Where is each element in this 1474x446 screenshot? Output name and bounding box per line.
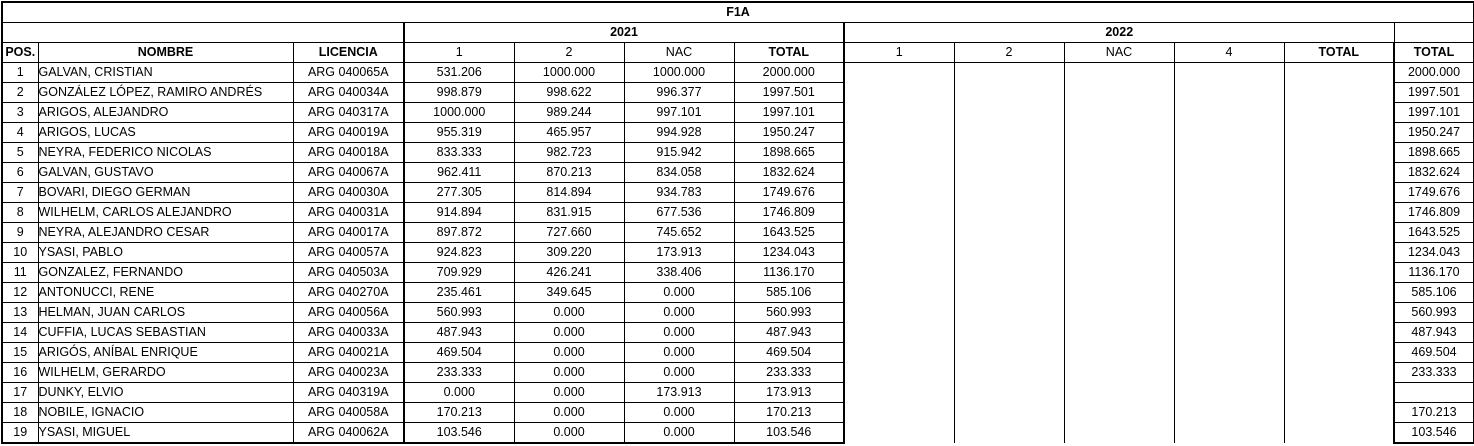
row-total: 1746.809: [1394, 203, 1474, 223]
row-2021-nac: 934.783: [624, 183, 734, 203]
row-2022-nac: [1064, 343, 1174, 363]
row-2021-1: 170.213: [404, 403, 514, 423]
col-header-2022-1: 1: [844, 43, 954, 63]
row-2021-total: 1898.665: [734, 143, 844, 163]
table-row: [2, 143, 1474, 163]
table-row: [2, 63, 1474, 83]
row-2021-1: 531.206: [404, 63, 514, 83]
row-2021-total: 1234.043: [734, 243, 844, 263]
row-pos: 1: [2, 63, 38, 83]
row-2022-4: [1174, 223, 1284, 243]
row-2022-nac: [1064, 303, 1174, 323]
row-2022-total: [1284, 343, 1394, 363]
row-2021-total: 585.106: [734, 283, 844, 303]
row-2022-2: [954, 263, 1064, 283]
row-2021-1: 1000.000: [404, 103, 514, 123]
row-licencia: ARG 040030A: [293, 183, 404, 203]
col-header-2021-2: 2: [514, 43, 624, 63]
col-header-2021-nac: NAC: [624, 43, 734, 63]
row-2021-nac: 0.000: [624, 323, 734, 343]
blank-header-cell: [2, 23, 404, 43]
row-2021-1: 469.504: [404, 343, 514, 363]
row-nombre: GONZALEZ, FERNANDO: [38, 263, 293, 283]
row-nombre: ANTONUCCI, RENE: [38, 283, 293, 303]
row-2022-total: [1284, 143, 1394, 163]
standings-table: [1, 1, 1474, 444]
row-2021-total: 1997.101: [734, 103, 844, 123]
row-total: 1234.043: [1394, 243, 1474, 263]
row-2022-1: [844, 263, 954, 283]
row-2022-1: [844, 423, 954, 444]
row-2022-1: [844, 143, 954, 163]
row-total: 585.106: [1394, 283, 1474, 303]
row-licencia: ARG 040019A: [293, 123, 404, 143]
row-nombre: ARIGOS, LUCAS: [38, 123, 293, 143]
row-2022-nac: [1064, 203, 1174, 223]
row-2022-2: [954, 363, 1064, 383]
row-2022-nac: [1064, 363, 1174, 383]
row-2021-nac: 173.913: [624, 383, 734, 403]
row-2022-2: [954, 343, 1064, 363]
row-total: 1997.101: [1394, 103, 1474, 123]
row-2022-4: [1174, 123, 1284, 143]
row-2022-1: [844, 383, 954, 403]
row-licencia: ARG 040317A: [293, 103, 404, 123]
table-row: [2, 183, 1474, 203]
row-2022-4: [1174, 423, 1284, 444]
row-nombre: DUNKY, ELVIO: [38, 383, 293, 403]
row-2022-4: [1174, 103, 1284, 123]
row-2021-2: 0.000: [514, 423, 624, 444]
row-2022-nac: [1064, 123, 1174, 143]
table-row: [2, 323, 1474, 343]
row-2022-total: [1284, 83, 1394, 103]
row-2021-2: 0.000: [514, 383, 624, 403]
row-pos: 5: [2, 143, 38, 163]
row-2021-2: 426.241: [514, 263, 624, 283]
col-header-2021-total: TOTAL: [734, 43, 844, 63]
row-2022-nac: [1064, 263, 1174, 283]
row-2021-1: 914.894: [404, 203, 514, 223]
row-2022-total: [1284, 123, 1394, 143]
row-2022-1: [844, 363, 954, 383]
row-2021-total: 173.913: [734, 383, 844, 403]
row-2022-2: [954, 183, 1064, 203]
row-2022-4: [1174, 383, 1284, 403]
table-row: [2, 103, 1474, 123]
row-2021-nac: 0.000: [624, 283, 734, 303]
row-2021-1: 955.319: [404, 123, 514, 143]
row-nombre: ARIGÓS, ANÍBAL ENRIQUE: [38, 343, 293, 363]
row-2021-1: 277.305: [404, 183, 514, 203]
row-2021-2: 831.915: [514, 203, 624, 223]
row-2021-total: 469.504: [734, 343, 844, 363]
row-pos: 8: [2, 203, 38, 223]
row-2022-1: [844, 403, 954, 423]
row-licencia: ARG 040319A: [293, 383, 404, 403]
row-licencia: ARG 040021A: [293, 343, 404, 363]
row-2022-2: [954, 303, 1064, 323]
table-row: [2, 263, 1474, 283]
row-2022-4: [1174, 243, 1284, 263]
row-2021-nac: 834.058: [624, 163, 734, 183]
row-2022-4: [1174, 203, 1284, 223]
col-header-pos: POS.: [2, 43, 38, 63]
row-2021-2: 0.000: [514, 403, 624, 423]
row-2022-2: [954, 243, 1064, 263]
row-2022-4: [1174, 183, 1284, 203]
table-row: [2, 303, 1474, 323]
row-licencia: ARG 040058A: [293, 403, 404, 423]
row-2021-total: 233.333: [734, 363, 844, 383]
row-2021-nac: 0.000: [624, 343, 734, 363]
table-row: [2, 423, 1474, 444]
row-licencia: ARG 040033A: [293, 323, 404, 343]
blank-total-header: [1394, 23, 1474, 43]
row-2021-1: 897.872: [404, 223, 514, 243]
row-licencia: ARG 040270A: [293, 283, 404, 303]
row-2022-nac: [1064, 183, 1174, 203]
row-2022-1: [844, 323, 954, 343]
row-nombre: YSASI, MIGUEL: [38, 423, 293, 444]
row-2021-nac: 915.942: [624, 143, 734, 163]
row-2021-nac: 997.101: [624, 103, 734, 123]
row-nombre: GALVAN, GUSTAVO: [38, 163, 293, 183]
row-licencia: ARG 040067A: [293, 163, 404, 183]
row-licencia: ARG 040056A: [293, 303, 404, 323]
row-2021-2: 465.957: [514, 123, 624, 143]
row-2021-1: 833.333: [404, 143, 514, 163]
row-2022-2: [954, 103, 1064, 123]
row-2021-2: 0.000: [514, 323, 624, 343]
row-nombre: NEYRA, FEDERICO NICOLAS: [38, 143, 293, 163]
row-2021-2: 998.622: [514, 83, 624, 103]
row-2022-4: [1174, 403, 1284, 423]
row-2022-4: [1174, 283, 1284, 303]
table-row: [2, 203, 1474, 223]
row-2022-total: [1284, 263, 1394, 283]
row-licencia: ARG 040023A: [293, 363, 404, 383]
row-2022-2: [954, 203, 1064, 223]
col-header-nombre: NOMBRE: [38, 43, 293, 63]
row-2021-1: 103.546: [404, 423, 514, 444]
row-2021-total: 1749.676: [734, 183, 844, 203]
row-2021-nac: 745.652: [624, 223, 734, 243]
row-2021-1: 998.879: [404, 83, 514, 103]
col-header-licencia: LICENCIA: [293, 43, 404, 63]
row-2022-total: [1284, 323, 1394, 343]
row-pos: 17: [2, 383, 38, 403]
row-2022-1: [844, 203, 954, 223]
row-2022-4: [1174, 83, 1284, 103]
row-2021-total: 487.943: [734, 323, 844, 343]
row-2022-1: [844, 303, 954, 323]
row-licencia: ARG 040018A: [293, 143, 404, 163]
row-2022-2: [954, 423, 1064, 444]
row-2021-nac: 0.000: [624, 403, 734, 423]
row-nombre: GALVAN, CRISTIAN: [38, 63, 293, 83]
year-2022-header: 2022: [844, 23, 1394, 43]
row-2021-2: 982.723: [514, 143, 624, 163]
row-2022-1: [844, 63, 954, 83]
row-2022-total: [1284, 223, 1394, 243]
row-pos: 10: [2, 243, 38, 263]
row-2021-nac: 0.000: [624, 363, 734, 383]
row-2022-total: [1284, 363, 1394, 383]
row-total: 1136.170: [1394, 263, 1474, 283]
table-row: [2, 383, 1474, 403]
row-2022-4: [1174, 63, 1284, 83]
row-nombre: WILHELM, CARLOS ALEJANDRO: [38, 203, 293, 223]
row-2022-total: [1284, 163, 1394, 183]
row-2022-total: [1284, 103, 1394, 123]
row-2022-total: [1284, 383, 1394, 403]
row-total: 1997.501: [1394, 83, 1474, 103]
row-2021-total: 2000.000: [734, 63, 844, 83]
row-2022-4: [1174, 363, 1284, 383]
row-2022-total: [1284, 243, 1394, 263]
row-2022-nac: [1064, 143, 1174, 163]
row-2022-1: [844, 163, 954, 183]
row-2022-total: [1284, 203, 1394, 223]
row-2021-total: 1997.501: [734, 83, 844, 103]
row-total: 560.993: [1394, 303, 1474, 323]
row-nombre: YSASI, PABLO: [38, 243, 293, 263]
row-2021-nac: 1000.000: [624, 63, 734, 83]
row-total: 1950.247: [1394, 123, 1474, 143]
row-2022-nac: [1064, 163, 1174, 183]
row-pos: 13: [2, 303, 38, 323]
year-2021-header: 2021: [404, 23, 844, 43]
row-total: 1832.624: [1394, 163, 1474, 183]
row-2021-1: 487.943: [404, 323, 514, 343]
row-licencia: ARG 040503A: [293, 263, 404, 283]
row-2022-1: [844, 343, 954, 363]
row-nombre: GONZÁLEZ LÓPEZ, RAMIRO ANDRÉS: [38, 83, 293, 103]
row-pos: 2: [2, 83, 38, 103]
row-pos: 11: [2, 263, 38, 283]
row-2022-2: [954, 83, 1064, 103]
row-2022-2: [954, 63, 1064, 83]
row-2021-1: 709.929: [404, 263, 514, 283]
col-header-2022-2: 2: [954, 43, 1064, 63]
row-total: 487.943: [1394, 323, 1474, 343]
row-2021-nac: 996.377: [624, 83, 734, 103]
row-2021-1: 924.823: [404, 243, 514, 263]
col-header-2022-nac: NAC: [1064, 43, 1174, 63]
row-2021-2: 309.220: [514, 243, 624, 263]
row-2022-4: [1174, 263, 1284, 283]
row-total: 2000.000: [1394, 63, 1474, 83]
row-2022-2: [954, 123, 1064, 143]
row-pos: 6: [2, 163, 38, 183]
row-2022-nac: [1064, 283, 1174, 303]
table-row: [2, 283, 1474, 303]
row-pos: 19: [2, 423, 38, 444]
row-pos: 12: [2, 283, 38, 303]
row-total: 103.546: [1394, 423, 1474, 444]
row-2022-nac: [1064, 223, 1174, 243]
table-row: [2, 403, 1474, 423]
row-total: 1643.525: [1394, 223, 1474, 243]
row-2021-nac: 677.536: [624, 203, 734, 223]
row-2021-2: 727.660: [514, 223, 624, 243]
row-nombre: BOVARI, DIEGO GERMAN: [38, 183, 293, 203]
row-total: 170.213: [1394, 403, 1474, 423]
row-2021-nac: 0.000: [624, 423, 734, 444]
row-2022-total: [1284, 63, 1394, 83]
row-2021-2: 989.244: [514, 103, 624, 123]
row-2022-2: [954, 383, 1064, 403]
table-row: [2, 163, 1474, 183]
row-licencia: ARG 040057A: [293, 243, 404, 263]
row-2022-nac: [1064, 423, 1174, 444]
row-2022-2: [954, 223, 1064, 243]
row-total: [1394, 383, 1474, 403]
row-2021-total: 103.546: [734, 423, 844, 444]
row-2021-2: 870.213: [514, 163, 624, 183]
row-total: 469.504: [1394, 343, 1474, 363]
row-licencia: ARG 040034A: [293, 83, 404, 103]
row-2021-total: 1643.525: [734, 223, 844, 243]
row-2022-nac: [1064, 63, 1174, 83]
row-2021-2: 349.645: [514, 283, 624, 303]
table-row: [2, 343, 1474, 363]
row-pos: 16: [2, 363, 38, 383]
row-2021-2: 0.000: [514, 343, 624, 363]
row-2022-nac: [1064, 83, 1174, 103]
row-2022-nac: [1064, 243, 1174, 263]
row-2022-2: [954, 403, 1064, 423]
row-2021-1: 235.461: [404, 283, 514, 303]
row-2021-total: 170.213: [734, 403, 844, 423]
row-2021-2: 814.894: [514, 183, 624, 203]
row-2022-nac: [1064, 403, 1174, 423]
table-row: [2, 243, 1474, 263]
row-2022-total: [1284, 403, 1394, 423]
row-licencia: ARG 040017A: [293, 223, 404, 243]
row-2022-total: [1284, 283, 1394, 303]
row-licencia: ARG 040031A: [293, 203, 404, 223]
row-2021-1: 233.333: [404, 363, 514, 383]
row-2022-1: [844, 123, 954, 143]
row-2021-nac: 173.913: [624, 243, 734, 263]
row-pos: 3: [2, 103, 38, 123]
row-2021-nac: 338.406: [624, 263, 734, 283]
row-2022-2: [954, 163, 1064, 183]
row-2021-nac: 0.000: [624, 303, 734, 323]
row-pos: 7: [2, 183, 38, 203]
row-2021-1: 0.000: [404, 383, 514, 403]
row-nombre: WILHELM, GERARDO: [38, 363, 293, 383]
row-2022-4: [1174, 323, 1284, 343]
row-2022-total: [1284, 183, 1394, 203]
row-2022-nac: [1064, 383, 1174, 403]
row-2022-total: [1284, 423, 1394, 444]
row-2022-total: [1284, 303, 1394, 323]
row-2022-4: [1174, 343, 1284, 363]
row-2022-4: [1174, 143, 1284, 163]
col-header-total: TOTAL: [1394, 43, 1474, 63]
row-2021-2: 0.000: [514, 363, 624, 383]
row-2021-total: 1950.247: [734, 123, 844, 143]
table-row: [2, 363, 1474, 383]
row-2021-1: 962.411: [404, 163, 514, 183]
table-row: [2, 83, 1474, 103]
row-2021-2: 1000.000: [514, 63, 624, 83]
col-header-2021-1: 1: [404, 43, 514, 63]
row-total: 1898.665: [1394, 143, 1474, 163]
row-2022-2: [954, 323, 1064, 343]
row-2022-1: [844, 83, 954, 103]
row-pos: 18: [2, 403, 38, 423]
sheet-title: F1A: [2, 2, 1474, 23]
row-nombre: ARIGOS, ALEJANDRO: [38, 103, 293, 123]
row-2022-1: [844, 223, 954, 243]
row-pos: 4: [2, 123, 38, 143]
row-2022-1: [844, 183, 954, 203]
row-2022-nac: [1064, 103, 1174, 123]
row-nombre: NOBILE, IGNACIO: [38, 403, 293, 423]
row-total: 233.333: [1394, 363, 1474, 383]
row-2022-2: [954, 143, 1064, 163]
row-nombre: CUFFIA, LUCAS SEBASTIAN: [38, 323, 293, 343]
row-2022-4: [1174, 163, 1284, 183]
table-row: [2, 223, 1474, 243]
row-licencia: ARG 040065A: [293, 63, 404, 83]
row-2022-1: [844, 103, 954, 123]
row-2021-total: 560.993: [734, 303, 844, 323]
row-total: 1749.676: [1394, 183, 1474, 203]
row-2022-1: [844, 283, 954, 303]
row-2022-2: [954, 283, 1064, 303]
row-2021-total: 1746.809: [734, 203, 844, 223]
row-nombre: HELMAN, JUAN CARLOS: [38, 303, 293, 323]
row-2022-nac: [1064, 323, 1174, 343]
row-2022-1: [844, 243, 954, 263]
row-pos: 9: [2, 223, 38, 243]
row-2021-2: 0.000: [514, 303, 624, 323]
row-pos: 15: [2, 343, 38, 363]
row-2021-1: 560.993: [404, 303, 514, 323]
row-2022-4: [1174, 303, 1284, 323]
row-nombre: NEYRA, ALEJANDRO CESAR: [38, 223, 293, 243]
row-2021-total: 1832.624: [734, 163, 844, 183]
row-2021-nac: 994.928: [624, 123, 734, 143]
col-header-2022-4: 4: [1174, 43, 1284, 63]
col-header-2022-total: TOTAL: [1284, 43, 1394, 63]
row-2021-total: 1136.170: [734, 263, 844, 283]
table-row: [2, 123, 1474, 143]
row-licencia: ARG 040062A: [293, 423, 404, 444]
row-pos: 14: [2, 323, 38, 343]
